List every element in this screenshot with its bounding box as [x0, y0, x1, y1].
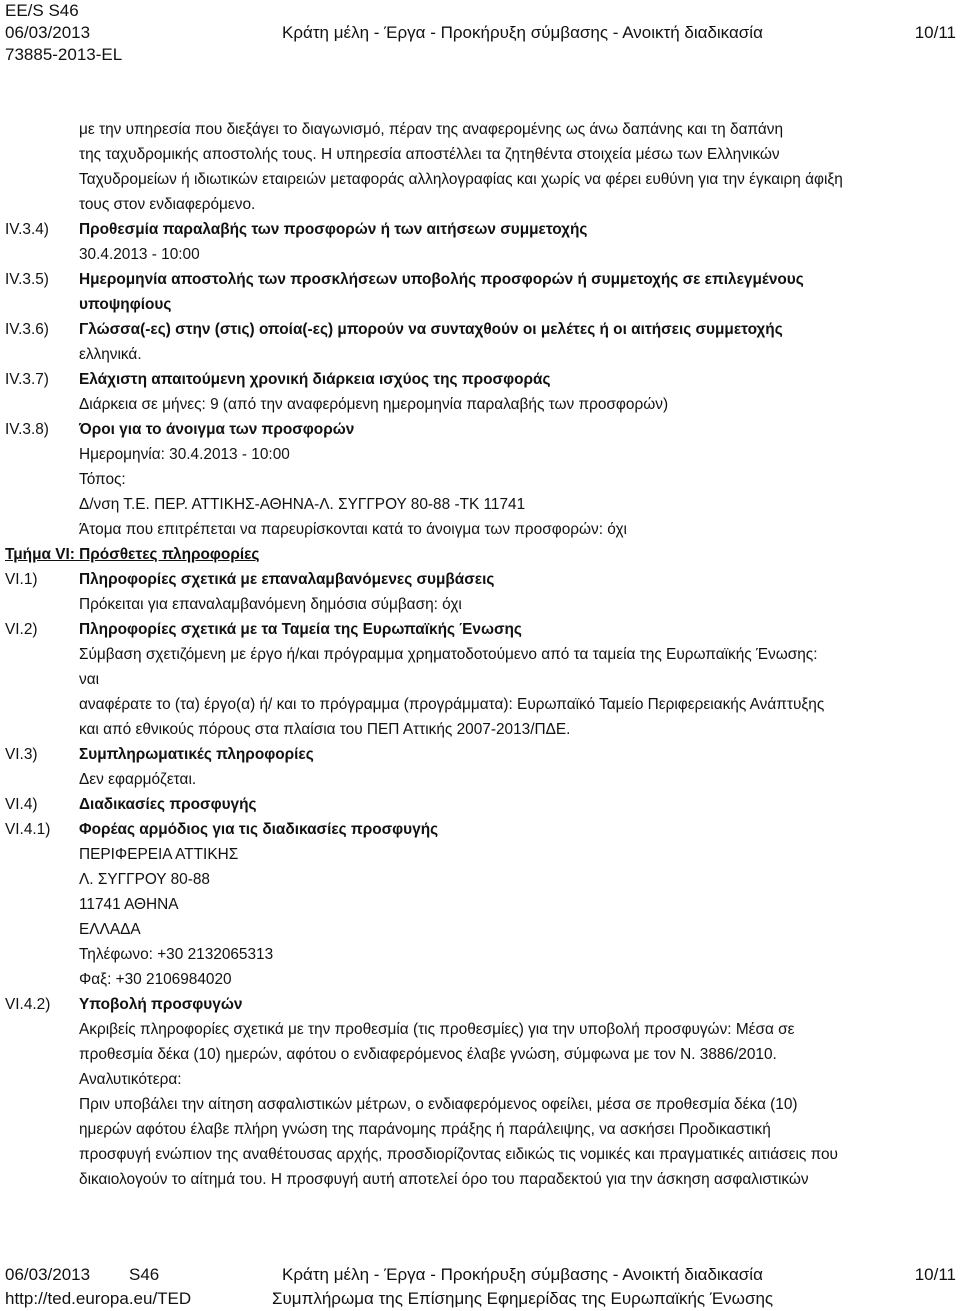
page-footer — [5, 1263, 956, 1311]
text-line: Ταχυδρομείων ή ιδιωτικών εταιρειών μεταφοράς αλληλογραφίας και χωρίς να φέρει ευθύνη για την έγκαιρη άφιξη — [79, 171, 843, 188]
section-iv-3-8 — [0, 417, 960, 542]
section-vi-4 — [0, 792, 960, 817]
section-number: VI.4.1) — [5, 821, 51, 838]
section-number: VI.2) — [5, 621, 38, 638]
text-line: Τόπος: — [79, 471, 126, 488]
section-vi-1 — [0, 567, 960, 617]
text-line: ΠΕΡΙΦΕΡΕΙΑ ΑΤΤΙΚΗΣ — [79, 846, 239, 863]
text-line: προθεσμία δέκα (10) ημερών, αφότου ο ενδιαφερόμενος έλαβε γνώση, σύμφωνα με τον Ν. 3886/2010. — [79, 1046, 777, 1063]
section-title: Πληροφορίες σχετικά με επαναλαμβανόμενες συμβάσεις — [79, 571, 495, 588]
section-title: Ελάχιστη απαιτούμενη χρονική διάρκεια ισχύος της προσφοράς — [79, 371, 551, 388]
section-title: Διαδικασίες προσφυγής — [79, 796, 257, 813]
text-line: της ταχυδρομικής αποστολής τους. Η υπηρεσία αποστέλλει τα ζητηθέντα στοιχεία μέσω των Ελληνικών — [79, 146, 780, 163]
text-line: δικαιολογούν το αίτημά του. Η προσφυγή αυτή αποτελεί όρο του παραδεκτού για την άσκηση ασφαλιστικών — [79, 1171, 809, 1188]
header-ref: 73885-2013-EL — [5, 45, 123, 64]
text-line: Λ. ΣΥΓΓΡΟΥ 80-88 — [79, 871, 210, 888]
section-number: IV.3.6) — [5, 321, 49, 338]
section-vi-4-2 — [0, 992, 960, 1192]
document-body — [0, 117, 960, 1192]
section-number: VI.4.2) — [5, 996, 51, 1013]
section-iv-3-7 — [0, 367, 960, 417]
part-vi-title: Τμήμα VI: Πρόσθετες πληροφορίες — [5, 546, 260, 563]
intro-paragraph — [79, 117, 950, 217]
footer-url-link[interactable]: http://ted.europa.eu/TED — [5, 1289, 192, 1308]
section-title: Πληροφορίες σχετικά με τα Ταμεία της Ευρωπαϊκής Ένωσης — [79, 621, 522, 638]
text-line: Πρόκειται για επαναλαμβανόμενη δημόσια σύμβαση: όχι — [79, 596, 462, 613]
section-title: Προθεσμία παραλαβής των προσφορών ή των αιτήσεων συμμετοχής — [79, 221, 588, 238]
section-title: Φορέας αρμόδιος για τις διαδικασίες προσφυγής — [79, 821, 439, 838]
section-title-cont: υποψηφίους — [79, 296, 172, 313]
section-iv-3-4 — [0, 217, 960, 267]
text-line: ελληνικά. — [79, 346, 142, 363]
section-iv-3-6 — [0, 317, 960, 367]
footer-series: S46 — [129, 1265, 160, 1284]
text-line: αναφέρατε το (τα) έργο(α) ή/ και το πρόγραμμα (προγράμματα): Ευρωπαϊκό Ταμείο Περιφερειακής Ανάπτυξης — [79, 696, 825, 713]
section-vi-3 — [0, 742, 960, 792]
section-title: Ημερομηνία αποστολής των προσκλήσεων υποβολής προσφορών ή συμμετοχής σε επιλεγμένους — [79, 271, 804, 288]
text-line: και από εθνικούς πόρους στα πλαίσια του ΠΕΠ Αττικής 2007-2013/ΠΔΕ. — [79, 721, 571, 738]
text-line: ΕΛΛΑΔΑ — [79, 921, 141, 938]
section-title: Συμπληρωματικές πληροφορίες — [79, 746, 314, 763]
text-line: Ακριβείς πληροφορίες σχετικά με την προθεσμία (τις προθεσμίες) για την υποβολή προσφυγών: Μέσα σε — [79, 1021, 795, 1038]
section-number: VI.3) — [5, 746, 38, 763]
text-line: ναι — [79, 671, 100, 688]
header-page: 10/11 — [914, 23, 956, 42]
text-line: με την υπηρεσία που διεξάγει το διαγωνισμό, πέραν της αναφερομένης ως άνω δαπάνης και τη δαπάνη — [79, 121, 784, 138]
section-number: VI.1) — [5, 571, 38, 588]
text-line: τους στον ενδιαφερόμενο. — [79, 196, 256, 213]
text-line: Άτομα που επιτρέπεται να παρευρίσκονται κατά το άνοιγμα των προσφορών: όχι — [79, 521, 627, 538]
section-number: VI.4) — [5, 796, 38, 813]
text-line: Πριν υποβάλει την αίτηση ασφαλιστικών μέτρων, ο ενδιαφερόμενος οφείλει, μέσα σε προθεσμία δέκα (10) — [79, 1096, 798, 1113]
header-date: 06/03/2013 — [5, 23, 91, 42]
header-title: Κράτη μέλη - Έργα - Προκήρυξη σύμβασης - Ανοικτή διαδικασία — [282, 23, 763, 42]
footer-date: 06/03/2013 — [5, 1265, 91, 1284]
text-line: Διάρκεια σε μήνες: 9 (από την αναφερόμενη ημερομηνία παραλαβής των προσφορών) — [79, 396, 669, 413]
section-vi-2 — [0, 617, 960, 742]
text-line: προσφυγή ενώπιον της αναθέτουσας αρχής, προσδιορίζοντας ειδικώς τις νομικές και πραγματικές αιτιάσεις που — [79, 1146, 838, 1163]
footer-title: Κράτη μέλη - Έργα - Προκήρυξη σύμβασης - Ανοικτή διαδικασία — [282, 1265, 763, 1284]
header-code: EE/S S46 — [5, 1, 79, 20]
fax-line: Φαξ: +30 2106984020 — [79, 971, 232, 988]
section-title: Όροι για το άνοιγμα των προσφορών — [79, 421, 355, 438]
section-title: Υποβολή προσφυγών — [79, 996, 243, 1013]
text-line: Δεν εφαρμόζεται. — [79, 771, 197, 788]
text-line: Ημερομηνία: 30.4.2013 - 10:00 — [79, 446, 290, 463]
text-line: 11741 ΑΘΗΝΑ — [79, 896, 179, 913]
footer-journal: Συμπλήρωμα της Επίσημης Εφημερίδας της Ευρωπαϊκής Ένωσης — [272, 1289, 774, 1308]
text-line: Δ/νση Τ.Ε. ΠΕΡ. ΑΤΤΙΚΗΣ-ΑΘΗΝΑ-Λ. ΣΥΓΓΡΟΥ 80-88 -ΤΚ 11741 — [79, 496, 526, 513]
section-number: IV.3.7) — [5, 371, 49, 388]
text-line: ημερών αφότου έλαβε πλήρη γνώση της παράνομης πράξης ή παράλειψης, να ασκήσει Προδικαστική — [79, 1121, 771, 1138]
text-line: 30.4.2013 - 10:00 — [79, 246, 200, 263]
section-vi-4-1 — [0, 817, 960, 992]
text-line: Αναλυτικότερα: — [79, 1071, 182, 1088]
section-number: IV.3.8) — [5, 421, 49, 438]
footer-page: 10/11 — [914, 1265, 956, 1284]
phone-line: Τηλέφωνο: +30 2132065313 — [79, 946, 274, 963]
section-number: IV.3.4) — [5, 221, 49, 238]
section-iv-3-5 — [0, 267, 960, 317]
text-line: Σύμβαση σχετιζόμενη με έργο ή/και πρόγραμμα χρηματοδοτούμενο από τα ταμεία της Ευρωπαϊκής Ένωσης: — [79, 646, 818, 663]
section-number: IV.3.5) — [5, 271, 49, 288]
section-title: Γλώσσα(-ες) στην (στις) οποία(-ες) μπορούν να συνταχθούν οι μελέτες ή οι αιτήσεις συμμετοχής — [79, 321, 783, 338]
page-header — [5, 0, 956, 66]
